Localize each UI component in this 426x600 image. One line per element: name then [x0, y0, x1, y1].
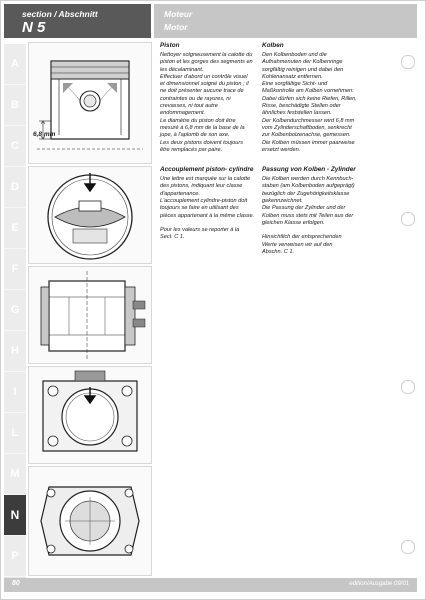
text-line: Risse, beschädigte Stellen oder	[262, 103, 341, 110]
section-label: section / Abschnitt	[22, 9, 98, 19]
text-line: être remplacés par paire.	[160, 146, 223, 153]
piston-crown-drawing	[29, 167, 151, 263]
heading-coupling-fr: Accouplement piston- cylindre	[160, 166, 254, 174]
text-line: Die Kolben werden durch Kennbuch-	[262, 176, 354, 183]
tab-g[interactable]: G	[4, 290, 26, 331]
edition-label: edition/Ausgabe 09/01	[349, 581, 409, 587]
text-line: Aufnahmenuten der Kolbenringe	[262, 59, 343, 66]
text-line: Une lettre est marquée sur la calotte	[160, 176, 251, 183]
text-line: Dabei dürfen sich keine Riefen, Rillen,	[262, 95, 357, 102]
text-line: Abschn. C 1.	[262, 248, 295, 255]
text-line: Le diamètre du piston doit être	[160, 117, 236, 124]
text-line: staben (am Kolbenboden aufgeprägt)	[262, 183, 355, 190]
text-line: vom Zylinderschaftboden, senkrecht	[262, 124, 352, 131]
page-header	[4, 4, 417, 38]
text-line: Kolben muss stets mit Teilen aus der	[262, 212, 354, 219]
text-line: ne doit présenter aucune trace de	[160, 88, 244, 95]
text-line: mesuré à 6,8 mm de la base de la	[160, 124, 245, 131]
figure-piston-side-view	[28, 42, 152, 164]
tab-h[interactable]: H	[4, 331, 26, 372]
text-line: gleichen Klasse erfolgen.	[262, 219, 325, 226]
text-line: Eine sorgfältige Sicht- und	[262, 81, 328, 88]
text-line: ersetzt werden.	[262, 146, 301, 153]
text-line: des pistons, indiquant leur classe	[160, 183, 243, 190]
page-number: 80	[12, 580, 20, 587]
tab-p[interactable]: P	[4, 536, 26, 577]
tab-a[interactable]: A	[4, 44, 26, 85]
text-line: jupe, à l'aplomb de son axe.	[160, 132, 230, 139]
text-line: contraintes ou de rayures, ni	[160, 95, 231, 102]
text-line: zur Kolbenbolzenachse, gemessen.	[262, 132, 351, 139]
figure-cylinder-assembly	[28, 266, 152, 364]
text-line: d'appartenance.	[160, 190, 200, 197]
text-line: Die Kolben müssen immer paarweise	[262, 139, 355, 146]
text-line: crevasses, ni tout autre	[160, 103, 218, 110]
text-line: bezüglich der Zugehörigkeitsklasse	[262, 190, 350, 197]
section-header-block	[4, 4, 151, 38]
binder-hole	[401, 540, 415, 554]
text-line: Die Passung der Zylinder und der	[262, 205, 346, 212]
text-line: Hinsichtlich der entsprechenden	[262, 234, 342, 241]
heading-piston-de: Kolben	[262, 42, 284, 49]
topic-title-de: Motor	[164, 22, 188, 32]
tab-l[interactable]: L	[4, 413, 26, 454]
text-line: Effectuer d'abord un contrôle visuel	[160, 73, 248, 80]
tab-i[interactable]: I	[4, 372, 26, 413]
topic-title-fr: Moteur	[164, 9, 193, 19]
tab-f[interactable]: F	[4, 249, 26, 290]
text-line: Der Kolbendurchmesser wird 6,8 mm	[262, 117, 355, 124]
cylinder-marking-drawing	[29, 367, 151, 463]
binder-hole	[401, 212, 415, 226]
text-line: L'accouplement cylindre-piston doit	[160, 198, 248, 205]
page-footer	[4, 578, 417, 592]
tab-c[interactable]: C	[4, 126, 26, 167]
piston-side-drawing	[29, 43, 151, 163]
binder-hole	[401, 55, 415, 69]
text-line: piston et les gorges des segments en	[160, 59, 253, 66]
text-line: Sect. C 1.	[160, 234, 185, 241]
binder-hole	[401, 380, 415, 394]
cylinder-bottom-drawing	[29, 467, 151, 575]
column-french	[160, 42, 255, 242]
text-line: endommagement.	[160, 110, 206, 117]
text-line: Den Kolbenboden und die	[262, 52, 327, 58]
text-line: toujours se faire en utilisant des	[160, 205, 239, 212]
column-german	[262, 42, 357, 256]
text-line: les décalaminant.	[160, 66, 204, 73]
text-line: Pour les valeurs se reporter à la	[160, 226, 240, 233]
cylinder-drawing	[29, 267, 151, 363]
text-line: Les deux pistons doivent toujours	[160, 139, 244, 146]
tab-d[interactable]: D	[4, 167, 26, 208]
heading-piston-fr: Piston	[160, 42, 180, 49]
figure-cylinder-marking	[28, 366, 152, 464]
topic-header-block	[154, 4, 417, 38]
section-index-tabs	[4, 44, 26, 584]
text-line: sorgfältig reinigen und dabei den	[262, 66, 344, 73]
section-code: N 5	[22, 19, 46, 36]
text-line: Kohlenansatz entfernen.	[262, 73, 323, 80]
figure-piston-crown	[28, 166, 152, 264]
tab-m[interactable]: M	[4, 454, 26, 495]
text-line: et dimensionnel soigné du piston ; il	[160, 81, 249, 88]
text-line: pièces appartenant à la même classe.	[160, 212, 255, 219]
heading-coupling-de: Passung von Kolben - Zylinder	[262, 166, 356, 174]
dimension-label: 6,8 mm	[33, 131, 56, 138]
text-line: Nettoyer soigneusement la calotte du	[160, 52, 253, 58]
figure-cylinder-bottom	[28, 466, 152, 576]
text-line: Maßkontrolle am Kolben vornehmen:	[262, 88, 354, 95]
text-line: Werte verweisen wir auf den	[262, 241, 333, 248]
text-line: ähnliches feststellen lassen.	[262, 110, 332, 117]
tab-b[interactable]: B	[4, 85, 26, 126]
text-line: gekennzeichnet.	[262, 198, 303, 205]
tab-e[interactable]: E	[4, 208, 26, 249]
tab-n[interactable]: N	[4, 495, 26, 536]
